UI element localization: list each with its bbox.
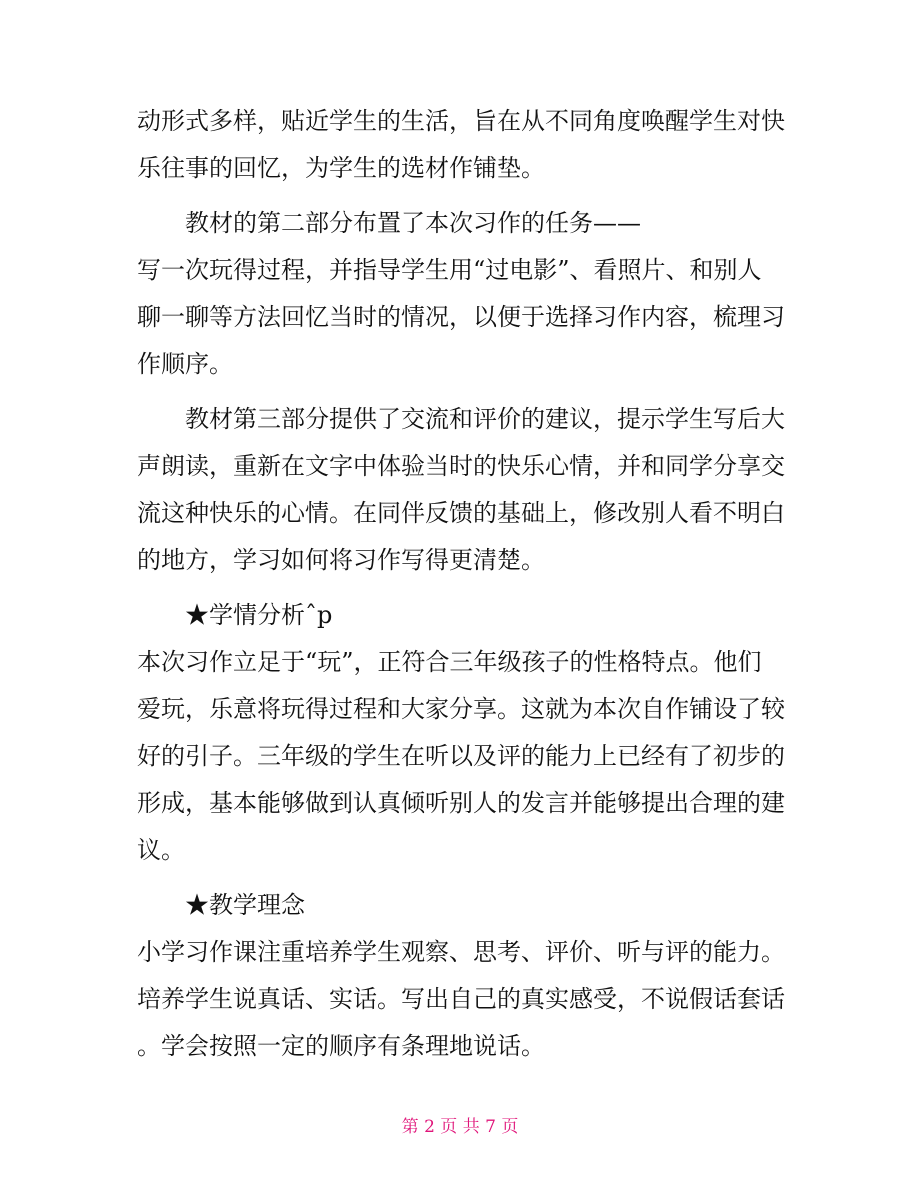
paragraph-gap bbox=[137, 874, 789, 882]
text-line: 小学习作课注重培养学生观察、思考、评价、听与评的能力。 bbox=[137, 938, 785, 966]
text-line: 的地方，学习如何将习作写得更清楚。 bbox=[137, 546, 545, 574]
document-body bbox=[137, 98, 789, 1070]
text-line: 教材的第二部分布置了本次习作的任务—— bbox=[185, 209, 641, 237]
text-line: 。学会按照一定的顺序有条理地说话。 bbox=[137, 1032, 545, 1060]
page-number-footer: 第 2 页 共 7 页 bbox=[401, 1117, 519, 1137]
text-line: 写一次玩得过程，并指导学生用“过电影”、看照片、和别人 bbox=[137, 256, 762, 284]
section-heading: ★学情分析ˆp bbox=[185, 601, 333, 629]
text-line: 好的引子。三年级的学生在听以及评的能力上已经有了初步的 bbox=[137, 742, 785, 770]
text-line: 形成，基本能够做到认真倾听别人的发言并能够提出合理的建 bbox=[137, 789, 785, 817]
section-heading-teaching-philosophy bbox=[137, 882, 789, 929]
text-line: 声朗读，重新在文字中体验当时的快乐心情，并和同学分享交 bbox=[137, 452, 785, 480]
text-line: 流这种快乐的心情。在同伴反馈的基础上，修改别人看不明白 bbox=[137, 499, 785, 527]
text-line: 爱玩，乐意将玩得过程和大家分享。这就为本次自作铺设了较 bbox=[137, 695, 785, 723]
paragraph-6 bbox=[137, 929, 789, 1070]
section-heading: ★教学理念 bbox=[185, 891, 305, 919]
text-line: 议。 bbox=[137, 836, 185, 864]
paragraph-1 bbox=[137, 98, 789, 192]
text-line: 聊一聊等方法回忆当时的情况，以便于选择习作内容，梳理习 bbox=[137, 303, 785, 331]
text-line: 培养学生说真话、实话。写出自己的真实感受，不说假话套话 bbox=[137, 985, 785, 1013]
paragraph-gap bbox=[137, 388, 789, 396]
text-line: 动形式多样，贴近学生的生活，旨在从不同角度唤醒学生对快 bbox=[137, 107, 785, 135]
paragraph-gap bbox=[137, 584, 789, 592]
paragraph-2 bbox=[137, 200, 789, 247]
text-line: 本次习作立足于“玩”，正符合三年级孩子的性格特点。他们 bbox=[137, 648, 762, 676]
section-heading-learning-analysis bbox=[137, 592, 789, 639]
text-line: 乐往事的回忆，为学生的选材作铺垫。 bbox=[137, 154, 545, 182]
paragraph-5 bbox=[137, 639, 789, 874]
paragraph-4 bbox=[137, 396, 789, 584]
text-line: 作顺序。 bbox=[137, 350, 233, 378]
text-line: 教材第三部分提供了交流和评价的建议，提示学生写后大 bbox=[185, 405, 785, 433]
paragraph-3 bbox=[137, 247, 789, 388]
paragraph-gap bbox=[137, 192, 789, 200]
